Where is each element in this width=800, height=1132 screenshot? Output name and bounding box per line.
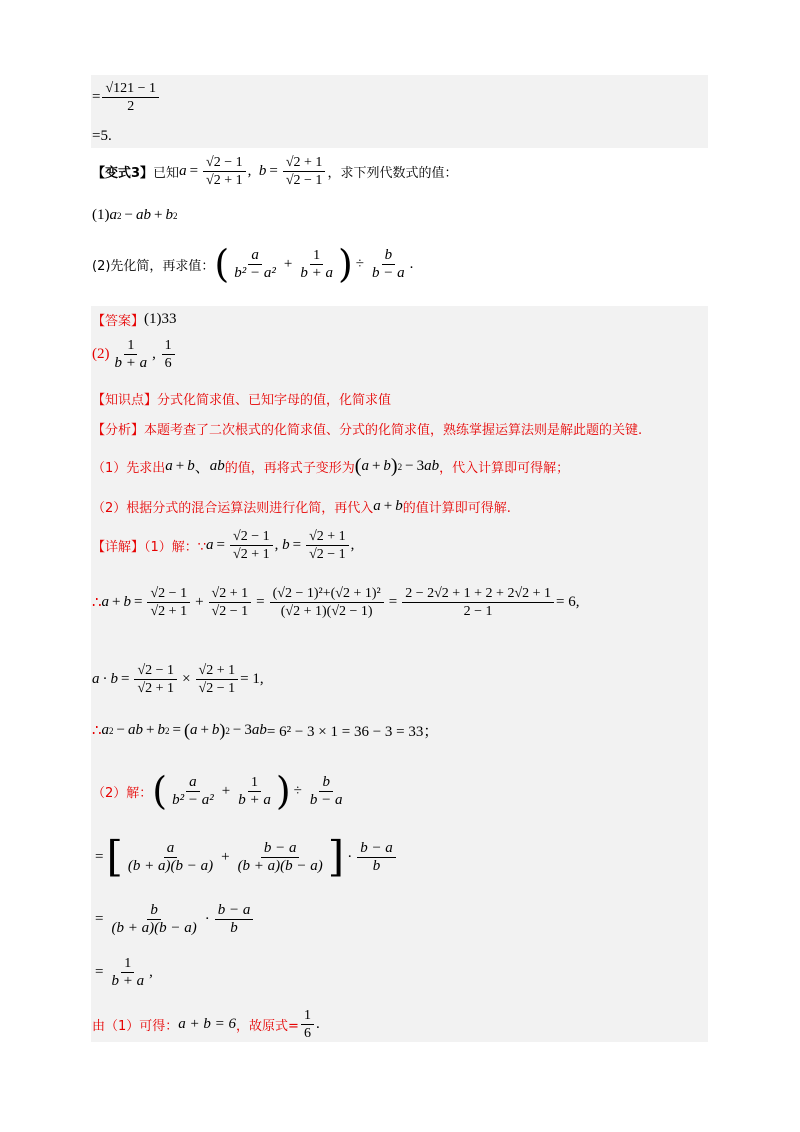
analysis-step-2: （2）根据分式的混合运算法则进行化简，再代入 a + b 的值计算即可得解. [92,498,511,516]
fraction: $\frac{√2 - 1}{√2 + 1}$ [230,528,273,563]
fraction: $\frac{√2 - 1}{√2 + 1}$ [203,154,246,189]
fraction: $\frac{b}{b - a}$ [372,246,405,281]
fraction: $\frac{√2 - 1}{√2 + 1}$ [134,662,177,697]
fraction: $\frac{√2 + 1}{√2 - 1}$ [196,662,239,697]
answer-2: (2) $\frac{1}{b + a}$ , $\frac{1}{6}$ [92,337,177,372]
detail-product: a · b = $\frac{√2 - 1}{√2 + 1}$ × $\frac{√2 + 1}{√2 - 1}$ = 1, [92,663,264,696]
detail-given: 【详解】（1）解：∵ a = $\frac{√2 - 1}{√2 + 1}$ , b = $\frac{√2 + 1}{√2 - 1}$ , [92,529,355,562]
detail-step-c: = $\frac{1}{b + a}$ , [95,956,153,989]
fraction: $\frac{b - a}{(b + a)(b - a)}$ [237,839,323,874]
fraction: $\frac{b - a}{b}$ [357,840,396,875]
detail-step-b: = $\frac{b}{(b + a)(b - a)}$ · $\frac{b - a}{b}$ [92,902,255,937]
fraction: $\frac{1}{b + a}$ [238,774,271,808]
detail-sum: ∴ a + b = $\frac{√2 - 1}{√2 + 1}$ + $\frac{√2 + 1}{√2 - 1}$ = $\frac{\text{(√2 − 1)²+(√2 + 1)²}}{(√2 + 1)(√2 - 1)}$ = $\frac{2 - 2√2 + 1 + 2 + 2√2 + 1}{2 - 1}$ = 6, [92,586,580,619]
detail-final: 由（1）可得： a + b = 6 ，故原式= $\frac{1}{6}$ . [92,1008,320,1041]
fraction: $\frac{a}{\text{b² − a²}}$ [172,773,214,808]
fraction: $\frac{2 - 2√2 + 1 + 2 + 2√2 + 1}{2 - 1}$ [402,585,554,620]
fraction: $\frac{1}{b + a}$ [114,338,148,371]
fraction: $\frac{b - a}{b}$ [215,902,254,937]
analysis: 【分析】本题考查了二次根式的化简求值、分式的化简求值，熟练掌握运算法则是解此题的关键. [92,423,643,438]
question-2: (2)先化简，再求值： ( $\frac{a}{\text{b² − a²}}$ + $\frac{1}{b + a}$ ) ÷ $\frac{b}{b - a}$ . [92,242,414,286]
fraction: $\frac{1}{b + a}$ [111,956,145,989]
problem-given: 【变式3】 已知 a = $\frac{√2 - 1}{√2 + 1}$ , b = $\frac{√2 + 1}{√2 - 1}$ ，求下列代数式的值： [92,155,458,188]
solution-continuation-bg [91,75,708,148]
analysis-step-1: （1）先求出 a + b 、 ab 的值，再将式子变形为 ( a + b ) 2 − 3 ab ，代入计算即可得解； [92,455,570,477]
prev-result-fraction: = $\frac{√121 - 1}{2}$ [92,80,161,115]
detail-part2: （2）解： ( $\frac{a}{\text{b² − a²}}$ + $\frac{1}{b + a}$ ) ÷ $\frac{b}{b - a}$ [92,772,348,810]
answer-1: 【答案】 (1)33 [92,311,177,329]
fraction: $\frac{√2 - 1}{√2 + 1}$ [147,585,190,620]
fraction: $\frac{1}{6}$ [162,337,175,372]
fraction: $\frac{a}{(b + a)(b - a)}$ [127,839,214,874]
prev-result-value: =5. [92,128,112,144]
fraction: $\frac{√121 - 1}{2}$ [102,80,159,115]
fraction: $\frac{b}{b - a}$ [309,773,343,808]
detail-expression: ∴ a 2 − ab + b 2 = ( a + b ) 2 − 3 ab = 6² − 3 × 1 = 36 − 3 = 33； [92,720,439,740]
fraction: $\frac{√2 + 1}{√2 - 1}$ [306,528,349,563]
detail-step-a: = [ $\frac{a}{(b + a)(b - a)}$ + $\frac{b - a}{(b + a)(b - a)}$ ] · $\frac{b - a}{b}$ [92,836,398,878]
problem-title: 【变式3】 [92,166,154,181]
question-1: (1) a 2 − ab + b 2 [92,207,178,223]
fraction: $\frac{b}{(b + a)(b - a)}$ [111,902,197,936]
fraction: $\frac{√2 + 1}{√2 - 1}$ [209,585,252,620]
fraction: $\frac{1}{6}$ [301,1007,314,1042]
fraction: $\frac{√2 + 1}{√2 - 1}$ [283,154,326,189]
fraction: $\frac{1}{b + a}$ [300,247,333,281]
fraction: $\frac{a}{\text{b² − a²}}$ [234,246,276,281]
fraction: $\frac{\text{(√2 − 1)²+(√2 + 1)²}}{(√2 + 1)(√2 - 1)}$ [270,585,384,620]
knowledge-point: 【知识点】分式化简求值、已知字母的值，化简求值 [92,393,392,408]
